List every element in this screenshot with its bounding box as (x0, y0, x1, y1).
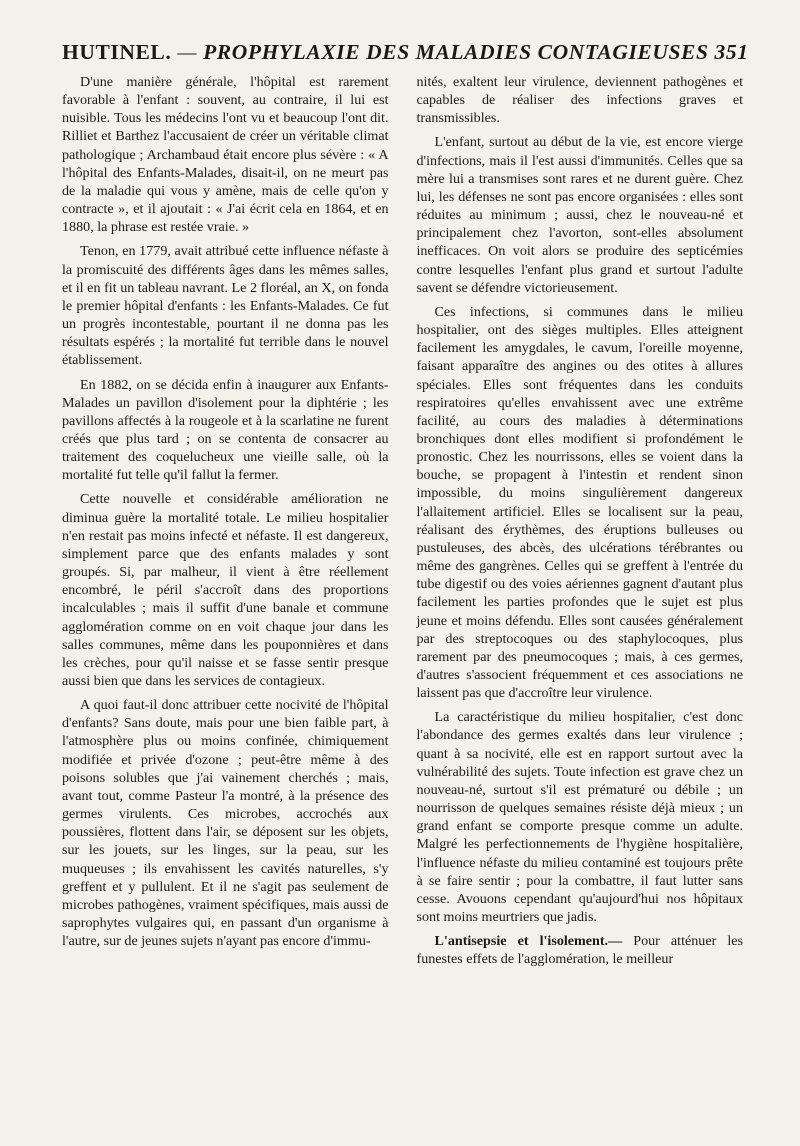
paragraph: D'une manière générale, l'hôpital est rarement favorable à l'enfant : souvent, au contraire, il lui est nuisible. Tous les médecins l'ont vu et beaucoup l'ont dit. Rilliet et Barthez l'accusaient de créer un véritable climat pathologique ; Archambaud était encore plus sévère : « A l'hôpital des Enfants-Malades, disait-il, on ne meurt pas de la maladie qui vous y amène, mais de celle qu'on y contracte », et il ajoutait : « J'ai écrit cela en 1864, et en 1880, la phrase est restée vraie. » (62, 74, 389, 236)
right-column (417, 73, 744, 975)
paragraph: Cette nouvelle et considérable amélioration ne diminua guère la mortalité totale. Le milieu hospitalier n'en restait pas moins infecté et néfaste. Il est dangereux, simplement parce que des enfants malades y sont groupés. Si, par malheur, il vient à être réellement encombré, le péril s'accroît dans des proportions incalculables ; mais il suffit d'une banale et commune agglomération comme on en voit chaque jour dans les salles communes, même dans les pouponnières et dans les crèches, pour qu'il naisse et se fasse sentir presque aussi bien que dans les services de contagieux. (62, 491, 389, 689)
header-dash: — (177, 40, 198, 64)
left-column (62, 73, 389, 975)
paragraph-continuation: nités, exaltent leur virulence, deviennent pathogènes et capables de réaliser des infections graves et transmissibles. (416, 74, 743, 127)
paragraph: La caractéristique du milieu hospitalier, c'est donc l'abondance des germes exaltés dans leur virulence ; quant à sa nocivité, elle est en rapport surtout avec la vulnérabilité des sujets. Toute infection est grave chez un nouveau-né, surtout s'il est prématuré ou débile ; un nourrisson de quelques semaines résiste déjà mieux ; un grand enfant se comporte presque comme un adulte. Malgré les perfectionnements de l'hygiène hospitalière, l'influence néfaste du milieu contaminé est toujours prête à se faire sentir ; pour la combattre, il faut lutter sans cesse. Avouons cependant qu'aujourd'hui nos hôpitaux sont moins meurtriers que jadis. (416, 709, 743, 926)
paragraph: Tenon, en 1779, avait attribué cette influence néfaste à la promiscuité des différents âges dans les mêmes salles, et il en fit un tableau navrant. Le 2 floréal, an X, on fonda le premier hôpital d'enfants : les Enfants-Malades. Ce fut un progrès incontestable, pourtant il ne donna pas les résultats espérés ; la mortalité fut terrible dans le nouvel établissement. (62, 243, 389, 369)
paragraph: Ces infections, si communes dans le milieu hospitalier, ont des sièges multiples. Elles atteignent facilement les amygdales, le cavum, l'oreille moyenne, faisant apparaître des angines ou des otites à allures spéciales. Elles sont fréquentes dans les conduits respiratoires qu'elles envahissent avec une extrême facilité, au cours des maladies à déterminations bronchiques dont elles modifient si profondément le pronostic. Chez les nourrissons, elles se voient dans la bouche, se propagent à l'intestin et rendent sinon impossible, du moins singulièrement dangereux l'allaitement artificiel. Elles se localisent sur la peau, réalisant des érythèmes, des éruptions bulleuses ou pustuleuses, des abcès, des ulcérations térébrantes ou même des gangrènes. Celles qui se greffent à l'entrée du tube digestif ou des voies aériennes gagnent d'autant plus facilement les parties profondes que le sujet est plus jeune et moins défendu. Elles sont causées généralement par des streptocoques ou des staphylocoques, plus rarement par des pneumocoques ; mais, à ces germes, d'autres s'associent fréquemment et ces associations ne laissent pas que d'accroître leur virulence. (416, 303, 743, 702)
header-title: PROPHYLAXIE DES MALADIES CONTAGIEUSES (203, 40, 709, 64)
section-text: Pour atténuer les funestes effets de l'agglomération, le meilleur (416, 933, 743, 968)
paragraph: A quoi faut-il donc attribuer cette nocivité de l'hôpital d'enfants? Sans doute, mais pour une bien faible part, à l'atmosphère plus ou moins confinée, chimiquement modifiée et privée d'ozone ; peut-être même à des poisons solubles que j'ai vainement cherchés ; mais, avant tout, comme Pasteur l'a montré, à la présence des germes virulents. Ces microbes, accrochés aux poussières, flottent dans l'air, se déposent sur les objets, sur les jouets, sur les linges, sur la peau, sur les muqueuses ; ils envahissent les cavités naturelles, s'y greffent et y pullulent. Et il ne s'agit pas seulement de microbes pathogènes, vraiment spécifiques, mais aussi de saprophytes vulgaires qui, en passant d'un organisme à l'autre, sur de jeunes sujets n'ayant pas encore d'immu- (62, 697, 389, 950)
text-columns (62, 73, 743, 975)
header-author: HUTINEL. (62, 40, 172, 64)
section-heading: L'antisepsie et l'isolement.— (434, 933, 623, 950)
section-paragraph (417, 932, 744, 968)
paragraph: L'enfant, surtout au début de la vie, est encore vierge d'infections, mais il l'est aussi d'immunités. Celles que sa mère lui a transmises sont rares et ne durent guère. Chez lui, les défenses ne sont pas encore organisées : elles sont réduites au minimum ; aussi, chez le nouveau-né et principalement chez l'avorton, sont-elles absolument inefficaces. On voit alors se produire des septicémies contre lesquelles l'enfant plus grand et surtout l'adulte savent se défendre victorieusement. (416, 134, 743, 296)
running-header (62, 40, 749, 65)
paragraph: En 1882, on se décida enfin à inaugurer aux Enfants-Malades un pavillon d'isolement pour la diphtérie ; les pavillons affectés à la rougeole et à la scarlatine ne furent créés que plus tard ; on se contenta de consacrer au traitement des coquelucheux une vieille salle, où la mortalité fut telle qu'il fallut la fermer. (62, 376, 389, 484)
page-number: 351 (714, 40, 749, 64)
